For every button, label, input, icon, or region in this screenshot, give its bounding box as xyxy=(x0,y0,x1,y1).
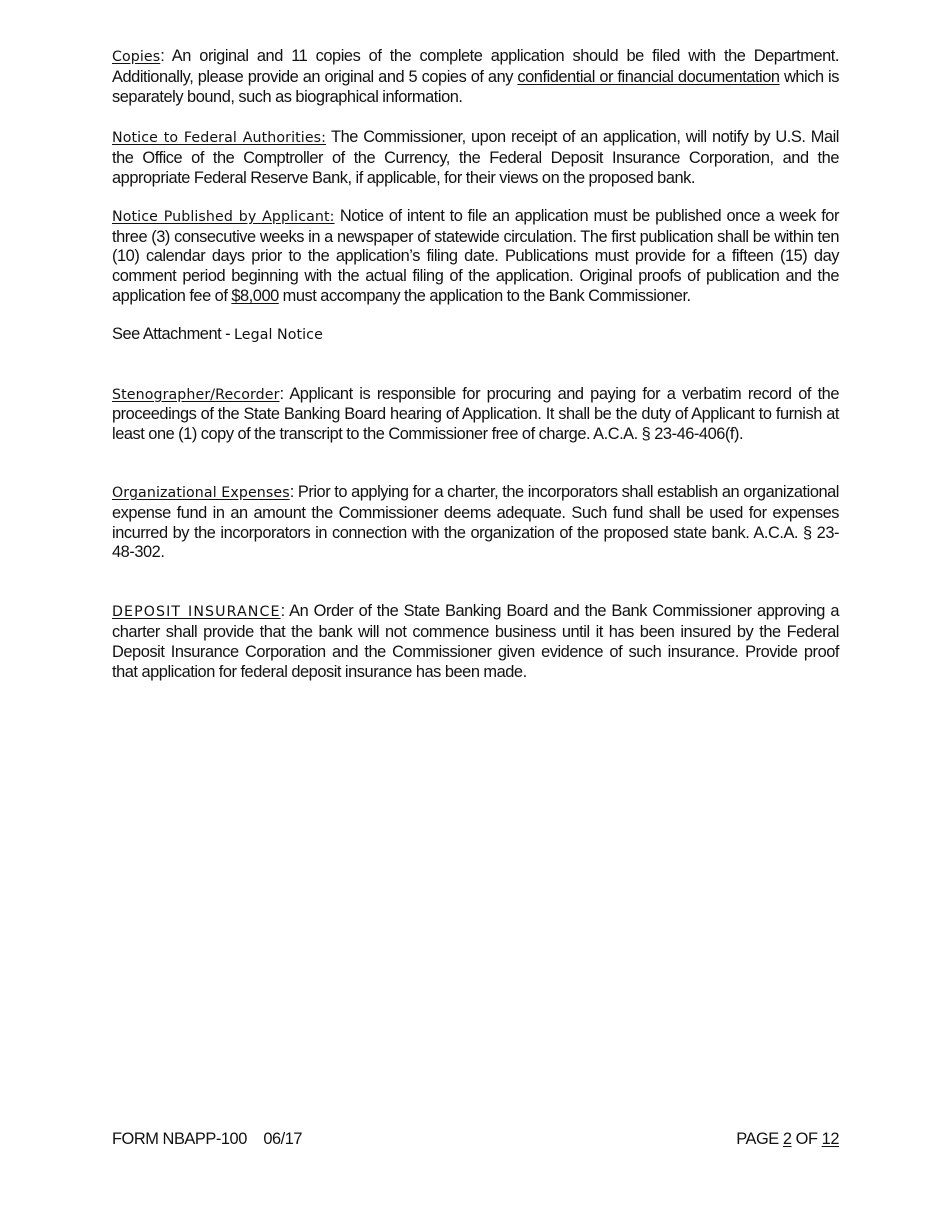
organizational-expenses-heading: Organizational Expenses xyxy=(112,484,290,501)
copies-heading: Copies xyxy=(112,49,161,65)
current-page: 2 xyxy=(782,1130,792,1148)
page-body xyxy=(112,47,839,682)
federal-notice-text: The Commissioner, upon receipt of an application, will notify by U.S. Mail the Office of the Comptroller of the Currency, the Federal Deposit Insurance Corporation, and the appropriate Federal Reserve Bank, if applicable, for their views on the proposed bank. xyxy=(112,128,839,187)
application-fee: $8,000 xyxy=(231,286,279,305)
total-pages: 12 xyxy=(821,1130,839,1148)
federal-notice-section xyxy=(112,128,839,188)
published-notice-section xyxy=(112,207,839,307)
organizational-expenses-section xyxy=(112,483,839,563)
stenographer-section xyxy=(112,385,839,445)
stenographer-heading: Stenographer/Recorder xyxy=(112,386,280,403)
published-notice-text-end: must accompany the application to the Bank Commissioner. xyxy=(278,286,691,305)
stenographer-text: : Applicant is responsible for procuring and paying for a verbatim record of the proceedings of the State Banking Board hearing of Application. It shall be the duty of Applicant to furnish at least one (1) copy of the transcript to the Commissioner free of charge. A.C.A. § 23-46-406(f). xyxy=(112,384,839,444)
deposit-insurance-section xyxy=(112,602,839,682)
copies-text-start: : An original and 11 copies of the complete application should be filed with the Department. Additionally, please provide an original and 5 copies of any xyxy=(112,47,839,86)
page-footer xyxy=(112,1130,839,1152)
form-identifier xyxy=(112,1130,302,1149)
copies-text-end: which is separately bound, such as biographical information. xyxy=(112,67,839,106)
of-label: OF xyxy=(791,1130,822,1148)
attachment-name: Legal Notice xyxy=(234,326,323,343)
attachment-reference xyxy=(112,325,839,346)
page-number xyxy=(736,1130,839,1149)
deposit-insurance-text: : An Order of the State Banking Board and the Bank Commissioner approving a charter shall provide that the bank will not commence business until it has been insured by the Federal Deposit Insurance Corporation and the Commissioner given evidence of such insurance. Provide proof that application for federal deposit insurance has been made. xyxy=(112,602,839,681)
confidential-documentation-text: confidential or financial documentation xyxy=(517,67,780,86)
attachment-label: See Attachment - xyxy=(112,324,235,343)
deposit-insurance-heading: DEPOSIT INSURANCE xyxy=(112,604,281,621)
federal-notice-heading: Notice to Federal Authorities: xyxy=(112,130,327,147)
form-number: FORM NBAPP-100 xyxy=(112,1130,247,1148)
organizational-expenses-text: : Prior to applying for a charter, the incorporators shall establish an organizational expense fund in an amount the Commissioner deems adequate. Such fund shall be used for expenses incurred by the incorporators in connection with the organization of the proposed state bank. A.C.A. § 23-48-302. xyxy=(112,482,840,562)
published-notice-text-start: Notice of intent to file an application must be published once a week for three (3) consecutive weeks in a newspaper of statewide circulation. The first publication shall be within ten (10) calendar days prior to the application’s filing date. Publications must provide for a fifteen (15) day comment period beginning with the actual filing of the application. Original proofs of publication and the application fee of xyxy=(112,206,839,305)
copies-section xyxy=(112,47,839,107)
form-date: 06/17 xyxy=(263,1130,303,1148)
page-label: PAGE xyxy=(736,1130,783,1148)
published-notice-heading: Notice Published by Applicant: xyxy=(112,208,335,225)
